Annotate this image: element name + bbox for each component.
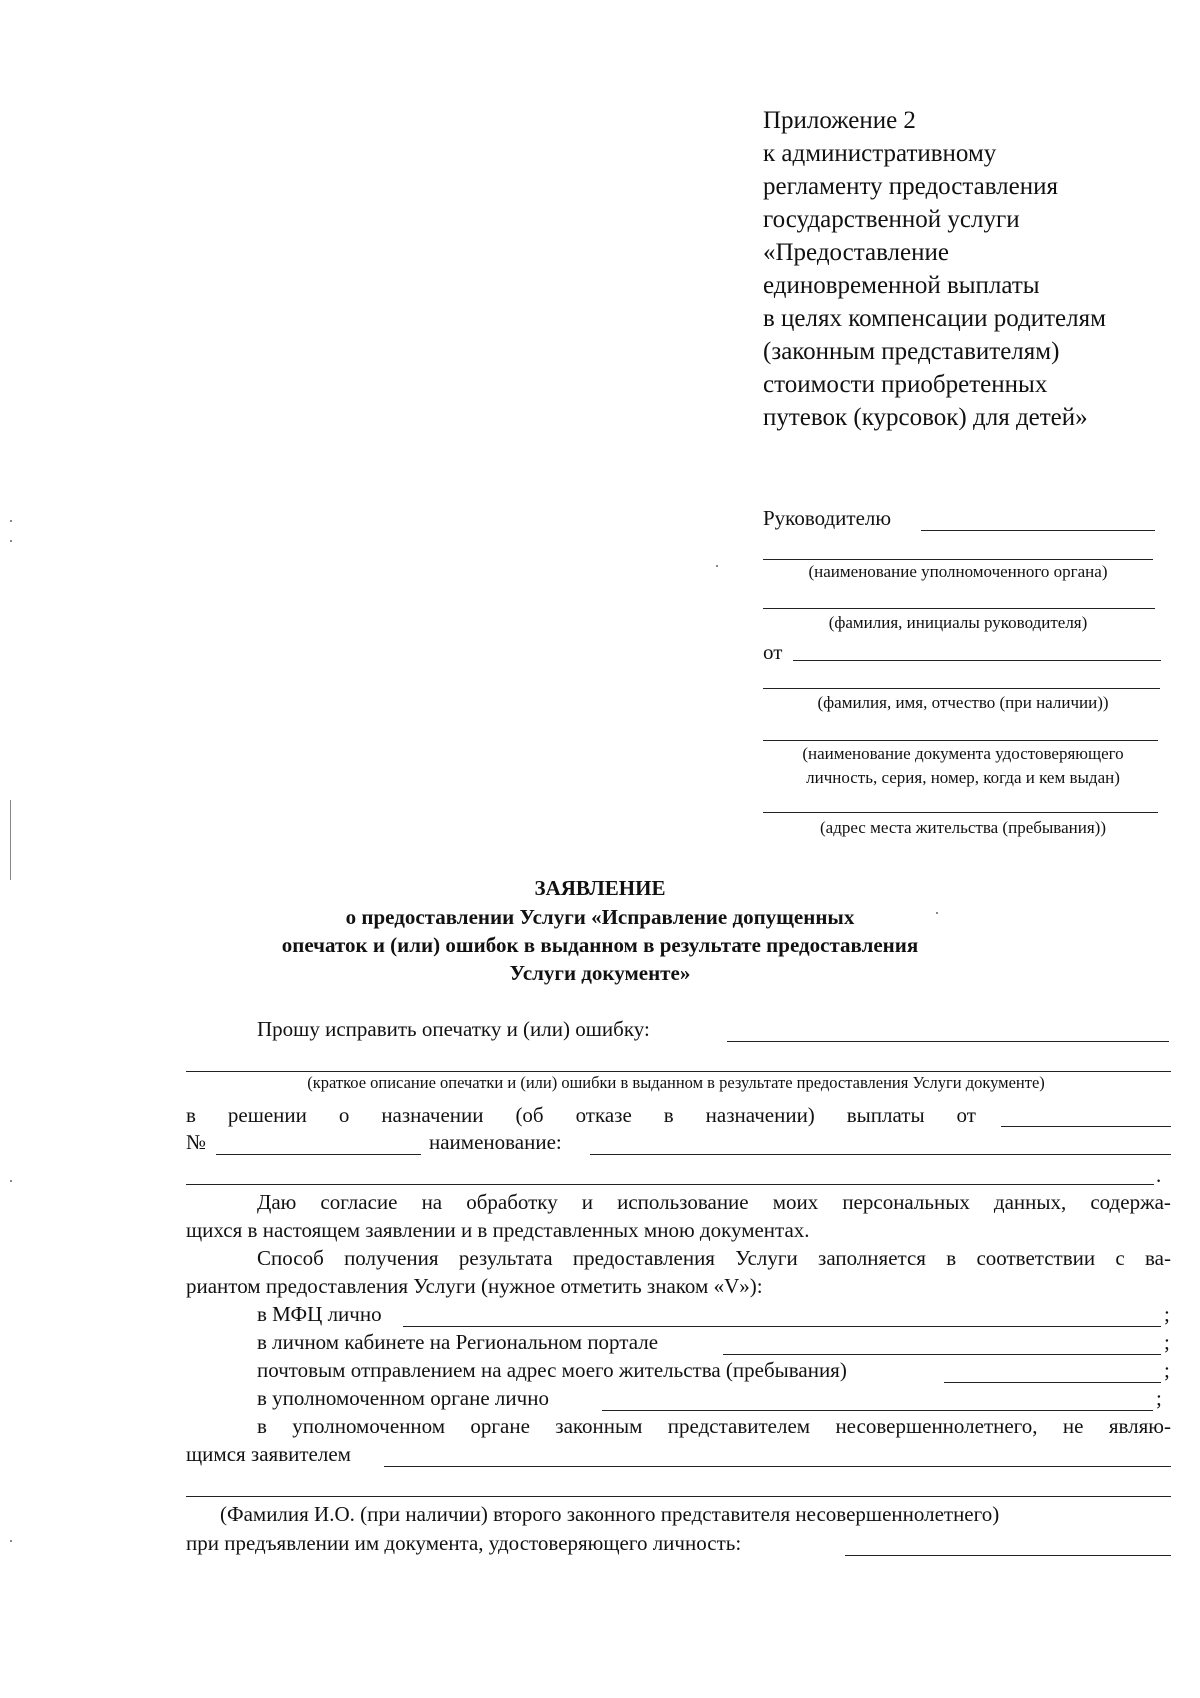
rep-name-field-2[interactable] bbox=[186, 1496, 1171, 1497]
option-mail-label: почтовым отправлением на адрес моего жительства (пребывания) bbox=[257, 1358, 847, 1382]
consent-word: данных, bbox=[993, 1190, 1067, 1214]
appendix-header bbox=[763, 104, 1183, 434]
address-field[interactable] bbox=[763, 812, 1158, 813]
method-word: результата bbox=[458, 1246, 553, 1270]
rep-word: в bbox=[257, 1414, 267, 1438]
option-mfc-label: в МФЦ лично bbox=[257, 1302, 382, 1326]
method-word: Способ bbox=[257, 1246, 324, 1270]
method-word: в bbox=[946, 1246, 957, 1270]
rep-word: уполномоченном bbox=[292, 1414, 446, 1438]
decision-word: в bbox=[186, 1103, 196, 1127]
decision-date-field[interactable] bbox=[1001, 1126, 1171, 1127]
scan-speck bbox=[936, 912, 938, 914]
identity-doc-caption-2: личность, серия, номер, когда и кем выдан) bbox=[806, 768, 1120, 787]
method-word: с bbox=[1115, 1246, 1125, 1270]
scan-speck bbox=[10, 540, 12, 542]
consent-line-1 bbox=[257, 1190, 1171, 1215]
name-label: наименование: bbox=[429, 1130, 562, 1154]
second-rep-caption: (Фамилия И.О. (при наличии) второго законного представителя несовершеннолетнего) bbox=[220, 1502, 1000, 1526]
method-line-2: риантом предоставления Услуги (нужное отметить знаком «V»): bbox=[186, 1274, 763, 1298]
appendix-line: в целях компенсации родителям bbox=[763, 305, 1106, 332]
option-end: ; bbox=[1164, 1330, 1170, 1354]
consent-word: Даю bbox=[257, 1190, 297, 1214]
consent-word: согласие bbox=[320, 1190, 398, 1214]
rep-name-field[interactable] bbox=[384, 1466, 1171, 1467]
scan-speck bbox=[10, 1540, 12, 1542]
head-initials-field[interactable] bbox=[763, 608, 1155, 609]
error-field-1[interactable] bbox=[727, 1041, 1169, 1042]
option-portal-field[interactable] bbox=[723, 1354, 1161, 1355]
method-word: получения bbox=[344, 1246, 439, 1270]
method-word: соответствии bbox=[976, 1246, 1096, 1270]
consent-word: персональных bbox=[842, 1190, 970, 1214]
appendix-line: регламенту предоставления bbox=[763, 173, 1059, 200]
consent-line-2: щихся в настоящем заявлении и в представленных мною документах. bbox=[186, 1218, 810, 1242]
option-authority-label: в уполномоченном органе лично bbox=[257, 1386, 549, 1410]
number-sign: № bbox=[186, 1130, 207, 1154]
decision-word: отказе bbox=[575, 1103, 632, 1127]
rep-word: не bbox=[1062, 1414, 1084, 1438]
rep-line-2: щимся заявителем bbox=[186, 1442, 351, 1466]
option-authority-field[interactable] bbox=[602, 1410, 1153, 1411]
authority-field[interactable] bbox=[763, 559, 1153, 560]
applicant-field-1[interactable] bbox=[793, 660, 1161, 661]
error-field-2[interactable] bbox=[186, 1071, 1171, 1072]
scan-speck bbox=[10, 1180, 12, 1182]
appendix-line: «Предоставление bbox=[763, 239, 949, 266]
option-mfc-field[interactable] bbox=[403, 1326, 1161, 1327]
method-word: предоставления bbox=[572, 1246, 715, 1270]
rep-word: органе bbox=[470, 1414, 530, 1438]
consent-word: обработку bbox=[466, 1190, 558, 1214]
decision-name-field-2[interactable] bbox=[186, 1184, 1154, 1185]
consent-word: моих bbox=[772, 1190, 819, 1214]
decision-word: решении bbox=[227, 1103, 307, 1127]
method-word: ва- bbox=[1145, 1246, 1171, 1270]
decision-name-field[interactable] bbox=[590, 1154, 1171, 1155]
option-end: ; bbox=[1164, 1302, 1170, 1326]
rep-word: несовершеннолетнего, bbox=[835, 1414, 1038, 1438]
method-word: заполняется bbox=[818, 1246, 926, 1270]
document-subtitle-3: Услуги документе» bbox=[509, 961, 691, 985]
decision-word: о bbox=[338, 1103, 350, 1127]
consent-word: использование bbox=[617, 1190, 749, 1214]
rep-word: законным bbox=[555, 1414, 643, 1438]
option-mail-field[interactable] bbox=[944, 1382, 1161, 1383]
error-caption: (краткое описание опечатки и (или) ошибки в выданном в результате предоставления Услуги документе) bbox=[307, 1073, 1045, 1092]
decision-word: в bbox=[663, 1103, 674, 1127]
identity-doc-field[interactable] bbox=[763, 740, 1158, 741]
method-word: Услуги bbox=[735, 1246, 798, 1270]
consent-word: на bbox=[421, 1190, 443, 1214]
applicant-field-2[interactable] bbox=[763, 688, 1160, 689]
scan-speck bbox=[10, 800, 11, 880]
scan-speck bbox=[716, 565, 718, 567]
appendix-line: (законным представителям) bbox=[763, 338, 1060, 365]
head-name-field[interactable] bbox=[921, 530, 1155, 531]
document-subtitle-1: о предоставлении Услуги «Исправление допущенных bbox=[345, 905, 855, 929]
consent-word: содержа- bbox=[1090, 1190, 1171, 1214]
appendix-line: стоимости приобретенных bbox=[763, 371, 1048, 398]
address-caption: (адрес места жительства (пребывания)) bbox=[819, 818, 1106, 837]
appendix-line: единовременной выплаты bbox=[763, 272, 1040, 299]
appendix-line: государственной услуги bbox=[763, 206, 1020, 233]
identity-doc-caption-1: (наименование документа удостоверяющего bbox=[802, 744, 1124, 763]
head-initials-caption: (фамилия, инициалы руководителя) bbox=[828, 613, 1088, 632]
identity-field[interactable] bbox=[845, 1555, 1171, 1556]
decision-word: назначении bbox=[381, 1103, 484, 1127]
appendix-line: путевок (курсовок) для детей» bbox=[763, 404, 1088, 431]
method-line-1 bbox=[257, 1246, 1171, 1271]
document-subtitle-2: опечаток и (или) ошибок в выданном в результате предоставления bbox=[281, 933, 919, 957]
option-end: ; bbox=[1164, 1358, 1170, 1382]
rep-word: являю- bbox=[1108, 1414, 1171, 1438]
appendix-line: к административному bbox=[763, 140, 997, 167]
decision-word: (об bbox=[515, 1103, 544, 1127]
option-portal-label: в личном кабинете на Региональном портале bbox=[257, 1330, 659, 1354]
identity-label: при предъявлении им документа, удостоверяющего личность: bbox=[186, 1531, 742, 1555]
scan-speck bbox=[10, 520, 12, 522]
decision-word: от bbox=[956, 1103, 976, 1127]
fio-caption: (фамилия, имя, отчество (при наличии)) bbox=[817, 693, 1109, 712]
decision-word: назначении) bbox=[705, 1103, 815, 1127]
appendix-line: Приложение 2 bbox=[763, 107, 916, 134]
request-label: Прошу исправить опечатку и (или) ошибку: bbox=[257, 1017, 650, 1041]
decision-line bbox=[186, 1103, 976, 1128]
rep-word: представителем bbox=[667, 1414, 811, 1438]
rep-line-1 bbox=[257, 1414, 1171, 1439]
option-end: ; bbox=[1156, 1386, 1162, 1410]
from-label: от bbox=[763, 640, 783, 664]
decision-word: выплаты bbox=[846, 1103, 925, 1127]
line-end-dot: . bbox=[1156, 1163, 1162, 1187]
head-label: Руководителю bbox=[763, 506, 892, 530]
document-title: ЗАЯВЛЕНИЕ bbox=[534, 876, 666, 900]
consent-word: и bbox=[581, 1190, 594, 1214]
authority-caption: (наименование уполномоченного органа) bbox=[808, 562, 1108, 581]
decision-number-field[interactable] bbox=[216, 1154, 421, 1155]
